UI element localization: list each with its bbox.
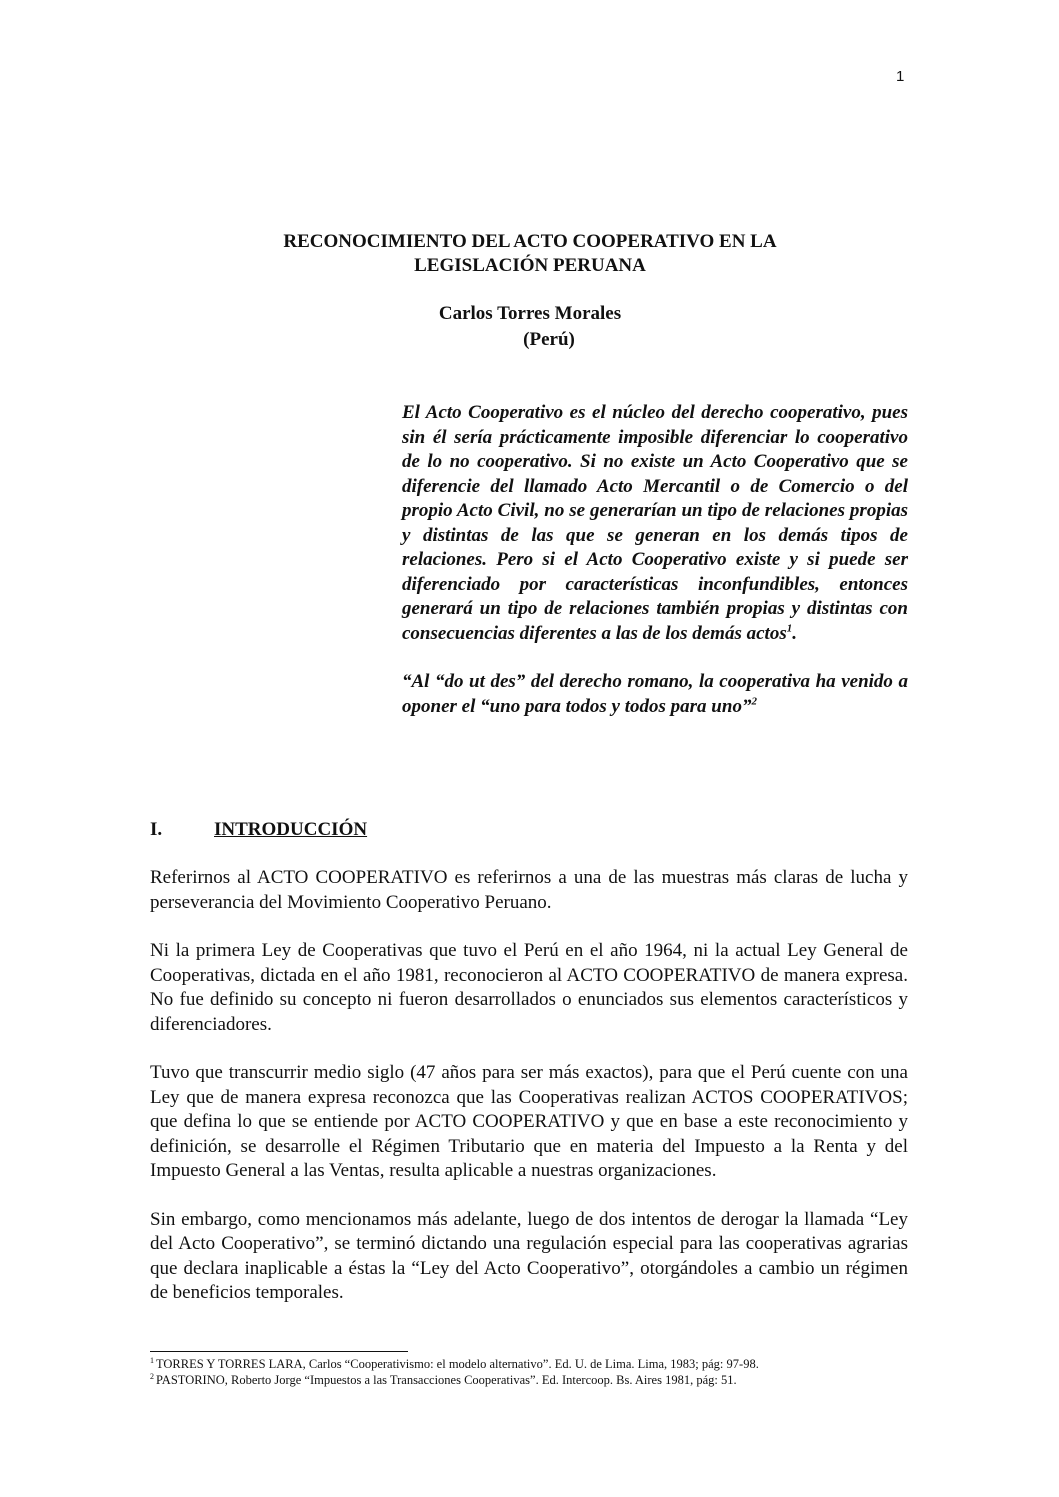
footnote-mark-1: 1 (150, 1355, 154, 1365)
section-number: I. (150, 819, 163, 840)
paragraph: Sin embargo, como mencionamos más adelante, luego de dos intentos de derogar la llamada “Ley del Acto Cooperativo”, se terminó dictando una regulación especial para las cooperativas agrarias que declara inaplicable a éstas la “Ley del Acto Cooperativo”, otorgándoles a cambio un régimen de beneficios temporales. (150, 1208, 908, 1303)
section-title: INTRODUCCIÓN (214, 819, 368, 840)
author-block (150, 301, 910, 353)
section-heading (150, 818, 367, 842)
author-country: (Perú) (523, 329, 575, 350)
footnote-text-1: TORRES Y TORRES LARA, Carlos “Cooperativismo: el modelo alternativo”. Ed. U. de Lima. Lima, 1983; pág: 97-98. (156, 1357, 759, 1371)
footnote-ref-2[interactable]: 2 (751, 695, 757, 708)
footnotes (150, 1356, 908, 1388)
epigraph-quote-1-end: . (792, 622, 797, 644)
document-title (150, 230, 910, 278)
page-number: 1 (896, 68, 905, 85)
epigraph-quote-1 (402, 401, 908, 646)
footnote-divider (150, 1351, 408, 1352)
title-line-1: RECONOCIMIENTO DEL ACTO COOPERATIVO EN LA (283, 231, 777, 252)
footnote-ref-1[interactable]: 1 (786, 622, 793, 635)
paragraph: Ni la primera Ley de Cooperativas que tuvo el Perú en el año 1964, ni la actual Ley General de Cooperativas, dictada en el año 1981, reconocieron al ACTO COOPERATIVO de manera expresa. No fue definido su concepto ni fueron desarrollados o enunciados sus elementos característicos y diferenciadores. (150, 940, 908, 1035)
author-name: Carlos Torres Morales (438, 303, 622, 324)
footnote-text-2: PASTORINO, Roberto Jorge “Impuestos a las Transacciones Cooperativas”. Ed. Intercoop. Bs. Aires 1981, pág: 51. (156, 1373, 737, 1387)
body-text (150, 866, 908, 1330)
paragraph: Tuvo que transcurrir medio siglo (47 años para ser más exactos), para que el Perú cuente con una Ley que de manera expresa reconozca que las Cooperativas realizan ACTOS COOPERATIVOS; que defina lo que se entiende por ACTO COOPERATIVO y que en base a este reconocimiento y definición, se desarrolle el Régimen Tributario que en materia del Impuesto a la Renta y del Impuesto General a las Ventas, resulta aplicable a nuestras organizaciones. (150, 1062, 908, 1181)
paragraph: Referirnos al ACTO COOPERATIVO es referirnos a una de las muestras más claras de lucha y perseverancia del Movimiento Cooperativo Peruano. (150, 867, 908, 913)
title-line-2: LEGISLACIÓN PERUANA (414, 255, 646, 276)
epigraph (402, 401, 908, 719)
footnote-1 (150, 1356, 908, 1372)
epigraph-quote-2-text: “Al “do ut des” del derecho romano, la cooperativa ha venido a oponer el “uno para todos y todos para uno” (402, 671, 908, 717)
epigraph-quote-2 (402, 670, 908, 719)
footnote-mark-2: 2 (150, 1371, 154, 1381)
footnote-2 (150, 1372, 908, 1388)
epigraph-quote-1-text: El Acto Cooperativo es el núcleo del derecho cooperativo, pues sin él sería prácticamente imposible diferenciar lo cooperativo de lo no cooperativo. Si no existe un Acto Cooperativo que se diferencie del llamado Acto Mercantil o de Comercio o del propio Acto Civil, no se generarían un tipo de relaciones propias y distintas de las que se generan en los demás tipos de relaciones. Pero si el Acto Cooperativo existe y si puede ser diferenciado por características inconfundibles, entonces generará un tipo de relaciones también propias y distintas con consecuencias diferentes a las de los demás actos (402, 402, 908, 644)
